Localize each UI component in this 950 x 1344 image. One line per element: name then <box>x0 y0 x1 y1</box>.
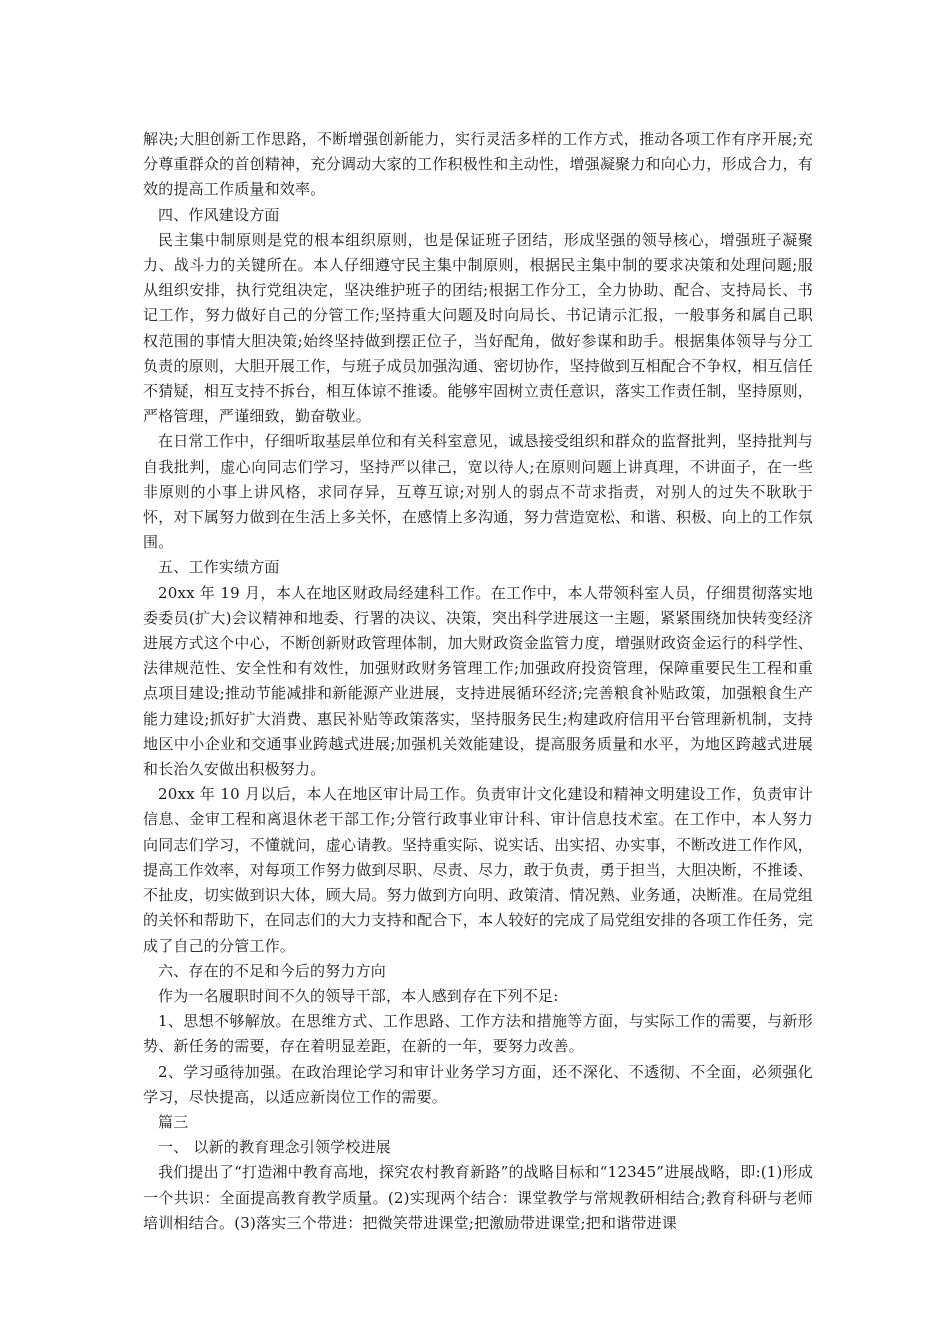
paragraph: 民主集中制原则是党的根本组织原则，也是保证班子团结，形成坚强的领导核心，增强班子凝聚力、战斗力的关键所在。本人仔细遵守民主集中制原则，根据民主集中制的要求决策和处理问题;服从组织安排，执行党组决定，坚决维护班子的团结;根据工作分工，全力协助、配合、支持局长、书记工作，努力做好自己的分管工作;坚持重大问题及时向局长、书记请示汇报，一般事务和属自己职权范围的事情大胆决策;始终坚持做到摆正位子，当好配角，做好参谋和助手。根据集体领导与分工负责的原则，大胆开展工作，与班子成员加强沟通、密切协作，坚持做到互相配合不争权，相互信任不猜疑，相互支持不拆台，相互体谅不推诿。能够牢固树立责任意识，落实工作责任制，坚持原则，严格管理，严谨细致，勤奋敬业。 <box>143 230 813 426</box>
list-item-1: 1、思想不够解放。在思维方式、工作思路、工作方法和措施等方面，与实际工作的需要，与新形势、新任务的需要，存在着明显差距，在新的一年，要努力改善。 <box>143 1012 813 1056</box>
section-heading-5: 五、工作实绩方面 <box>158 558 280 577</box>
list-item-2: 2、学习亟待加强。在政治理论学习和审计业务学习方面，还不深化、不透彻、不全面，必须强化学习，尽快提高，以适应新岗位工作的需要。 <box>143 1062 813 1106</box>
document-body <box>143 127 813 1236</box>
paragraph: 20xx 年 19 月，本人在地区财政局经建科工作。在工作中，本人带领科室人员，仔细贯彻落实地委委员(扩大)会议精神和地委、行署的决议、决策，突出科学进展这一主题，紧紧围绕加快转变经济进展方式这个中心，不断创新财政管理体制，加大财政资金监管力度，增强财政资金运行的科学性、法律规范性、安全性和有效性，加强财政财务管理工作;加强政府投资管理，保障重要民生工程和重点项目建设;推动节能减排和新能源产业进展，支持进展循环经济;完善粮食补贴政策，加强粮食生产能力建设;抓好扩大消费、惠民补贴等政策落实，坚持服务民生;构建政府信用平台管理新机制，支持地区中小企业和交通事业跨越式进展;加强机关效能建设，提高服务质量和水平，为地区跨越式进展和长治久安做出积极努力。 <box>143 583 813 779</box>
section-heading-6: 六、存在的不足和今后的努力方向 <box>158 961 387 980</box>
paragraph: 作为一名履职时间不久的领导干部，本人感到存在下列不足: <box>158 986 559 1005</box>
paragraph-continuation: 解决;大胆创新工作思路，不断增强创新能力，实行灵活多样的工作方式，推动各项工作有序开展;充分尊重群众的首创精神，充分调动大家的工作积极性和主动性，增强凝聚力和向心力，形成合力，有效的提高工作质量和效率。 <box>143 130 813 199</box>
paragraph: 我们提出了“打造湘中教育高地，探究农村教育新路”的战略目标和“12345”进展战略，即:(1)形成一个共识：全面提高教育教学质量。(2)实现两个结合：课堂教学与常规教研相结合;教育科研与老师培训相结合。(3)落实三个带进：把微笑带进课堂;把激励带进课堂;把和谐带进课 <box>143 1163 813 1232</box>
part-title: 篇三 <box>158 1112 189 1131</box>
section-heading-1: 一、 以新的教育理念引领学校进展 <box>158 1138 391 1157</box>
section-heading-4: 四、作风建设方面 <box>158 205 280 224</box>
paragraph: 20xx 年 10 月以后，本人在地区审计局工作。负责审计文化建设和精神文明建设工作，负责审计信息、金审工程和离退休老干部工作;分管行政事业审计科、审计信息技术室。在工作中，本人努力向同志们学习，不懂就问，虚心请教。坚持重实际、说实话、出实招、办实事，不断改进工作作风，提高工作效率，对每项工作努力做到尽职、尽责、尽力，敢于负责，勇于担当，大胆决断，不推诿、不扯皮，切实做到识大体，顾大局。努力做到方向明、政策清、情况熟、业务通，决断准。在局党组的关怀和帮助下，在同志们的大力支持和配合下，本人较好的完成了局党组安排的各项工作任务，完成了自己的分管工作。 <box>143 785 813 955</box>
paragraph: 在日常工作中，仔细听取基层单位和有关科室意见，诚恳接受组织和群众的监督批判，坚持批判与自我批判，虚心向同志们学习，坚持严以律己，宽以待人;在原则问题上讲真理，不讲面子，在一些非原则的小事上讲风格，求同存异，互尊互谅;对别人的弱点不苛求指责，对别人的过失不耿耿于怀，对下属努力做到在生活上多关怀，在感情上多沟通，努力营造宽松、和谐、积极、向上的工作氛围。 <box>143 432 813 552</box>
